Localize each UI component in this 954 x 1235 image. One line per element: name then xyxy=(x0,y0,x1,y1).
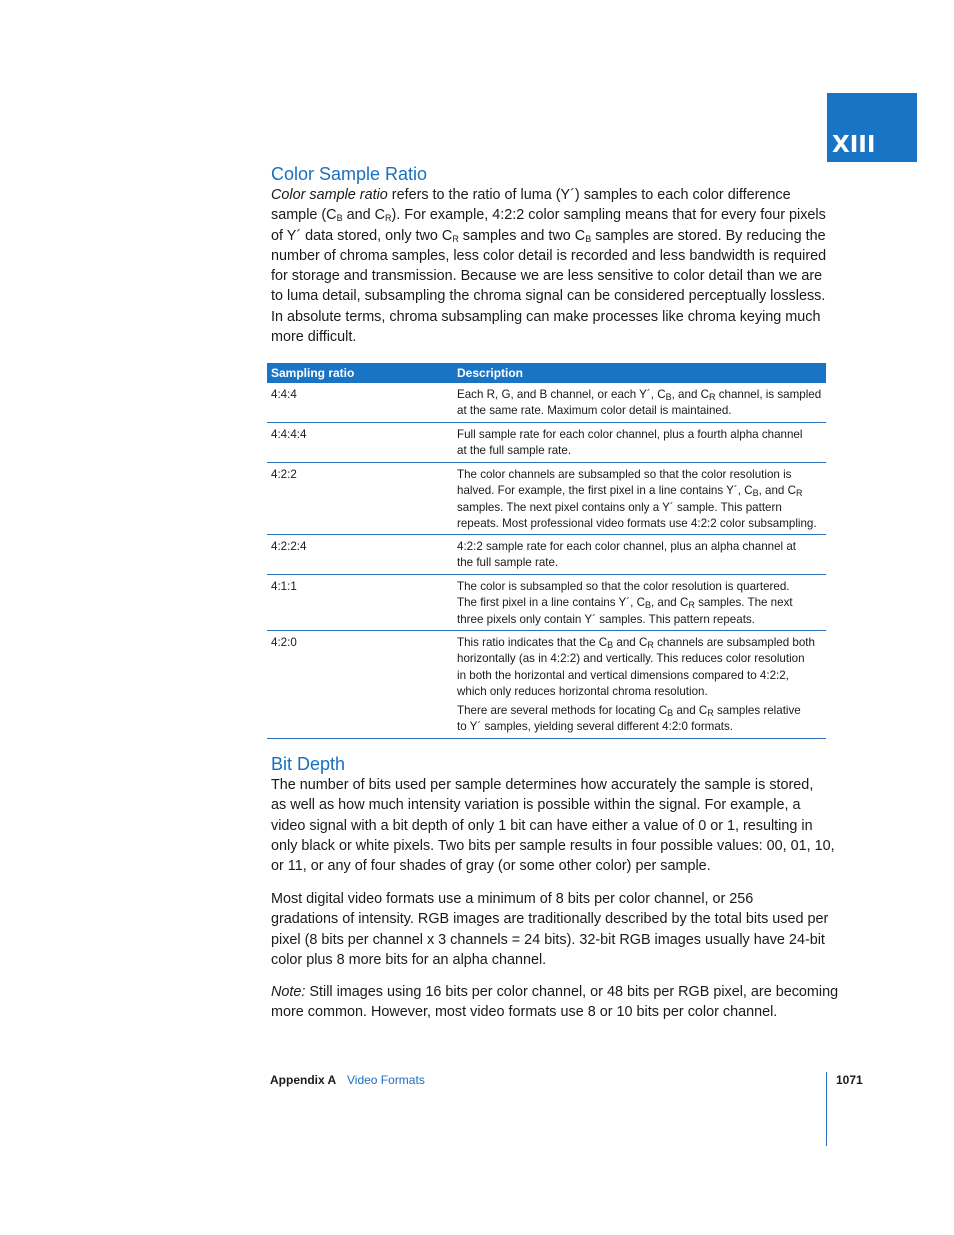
note-paragraph xyxy=(271,982,839,1023)
text-line: more difficult. xyxy=(271,329,357,346)
text-line: gradations of intensity. RGB images are traditionally described by the total bits used per xyxy=(271,911,829,928)
sampling-ratio-cell: 4:2:2 xyxy=(271,468,297,481)
table-row xyxy=(267,631,826,739)
text-line: of Y´ data stored, only two $C_R$ samples and two $C_B$ samples are stored. By reducing the xyxy=(271,227,826,244)
subscript: R xyxy=(385,213,392,224)
subscript: B xyxy=(336,213,343,224)
subscript: B xyxy=(752,488,759,499)
subscript: R xyxy=(709,392,716,402)
subscript: R xyxy=(647,640,654,650)
description-line: the full sample rate. xyxy=(457,556,559,570)
text-line: for storage and transmission. Because we are less sensitive to color detail than we are xyxy=(271,268,823,285)
text-line: as well as how much intensity variation is possible within the signal. For example, a xyxy=(271,797,801,814)
description-line: The first pixel in a line contains Y´, $C_B$, and $C_R$ samples. The next xyxy=(457,596,793,611)
page-number: 1071 xyxy=(836,1073,863,1087)
text-line: more common. However, most video formats use 8 or 10 bits per color channel. xyxy=(271,1004,778,1021)
description-cell xyxy=(454,535,826,574)
bit-depth-paragraph-1 xyxy=(271,775,835,876)
description-line: Each R, G, and B channel, or each Y´, $C_B$, and $C_R$ channel, is sampled xyxy=(457,388,822,402)
text-line: or 11, or any of four shades of gray (or some other color) per sample. xyxy=(271,858,711,875)
italic-term: Color sample ratio xyxy=(271,187,388,203)
description-line: The color is subsampled so that the color resolution is quartered. xyxy=(457,580,790,593)
description-cell xyxy=(454,631,826,738)
text-line: video signal with a bit depth of only 1 bit can have either a value of 0 or 1, resulting in xyxy=(271,817,813,834)
table-row xyxy=(267,535,826,575)
table-body xyxy=(267,383,826,739)
text-line: Note: Still images using 16 bits per color channel, or 48 bits per RGB pixel, are becoming xyxy=(271,984,839,1000)
description-line: samples. The next pixel contains only a Y´ sample. This pattern xyxy=(457,500,782,514)
table-header xyxy=(267,363,826,383)
description-line: in both the horizontal and vertical dimensions compared to 4:2:2, xyxy=(457,668,789,682)
sampling-ratio-cell: 4:1:1 xyxy=(271,580,297,593)
description-line: Full sample rate for each color channel, plus a fourth alpha channel xyxy=(457,428,803,441)
description-line: at the full sample rate. xyxy=(457,444,572,458)
description-line: which only reduces horizontal chroma resolution. xyxy=(457,684,708,698)
description-line: repeats. Most professional video formats use 4:2:2 color subsampling. xyxy=(457,516,817,530)
header-description: Description xyxy=(457,366,524,380)
description-line: at the same rate. Maximum color detail is maintained. xyxy=(457,404,732,418)
description-line: There are several methods for locating $C_B$ and $C_R$ samples relative xyxy=(457,704,801,719)
section-heading-color-sample-ratio: Color Sample Ratio xyxy=(271,164,428,184)
text-line: pixel (8 bits per channel x 3 channels = 24 bits). 32-bit RGB images usually have 24-bit xyxy=(271,931,825,948)
text-line: number of chroma samples, less color detail is recorded and less bandwidth is required xyxy=(271,247,827,264)
chapter-number: XIII xyxy=(832,132,876,158)
subscript: B xyxy=(585,233,592,244)
text-line: The number of bits used per sample determines how accurately the sample is stored, xyxy=(271,777,814,793)
table-row xyxy=(267,423,826,463)
description-line: horizontally (as in 4:2:2) and vertically. This reduces color resolution xyxy=(457,652,805,666)
text-line: Most digital video formats use a minimum of 8 bits per color channel, or 256 xyxy=(271,891,754,907)
subscript: R xyxy=(795,488,803,499)
sampling-ratio-table xyxy=(267,363,826,739)
text-line: Color sample ratio refers to the ratio of luma (Y´) samples to each color difference xyxy=(271,187,791,203)
text-line: In absolute terms, chroma subsampling can make processes like chroma keying much xyxy=(271,308,821,325)
color-sample-ratio-paragraph xyxy=(271,185,827,347)
subscript: B xyxy=(644,600,651,611)
bit-depth-paragraph-2 xyxy=(271,889,827,970)
table-row xyxy=(267,383,826,423)
text-line: sample ($C_B$ and $C_R$). For example, 4:2:2 color sampling means that for every four pixels xyxy=(271,207,826,224)
subscript: B xyxy=(665,392,672,402)
subscript: B xyxy=(667,708,674,719)
table-row xyxy=(267,575,826,631)
description-line: The color channels are subsampled so that the color resolution is xyxy=(457,468,792,481)
text-line: only black or white pixels. Two bits per sample results in four possible values: 00, 01, 10, xyxy=(271,837,835,854)
subscript: R xyxy=(707,708,714,719)
note-label: Note: xyxy=(271,984,306,1000)
description-cell xyxy=(454,575,826,630)
section-heading-bit-depth: Bit Depth xyxy=(271,754,346,774)
description-line: to Y´ samples, yielding several different 4:2:0 formats. xyxy=(457,720,734,734)
subscript: B xyxy=(607,640,614,650)
table-row xyxy=(267,463,826,535)
text-line: to luma detail, subsampling the chroma signal can be considered perceptually lossless. xyxy=(271,288,826,305)
footer-divider xyxy=(826,1072,827,1146)
description-line: This ratio indicates that the $C_B$ and $C_R$ channels are subsampled both xyxy=(457,636,815,650)
description-cell xyxy=(454,383,826,422)
header-sampling-ratio: Sampling ratio xyxy=(271,366,355,380)
footer-appendix: Appendix A xyxy=(270,1073,337,1087)
sampling-ratio-cell: 4:2:0 xyxy=(271,636,297,649)
sampling-ratio-cell: 4:4:4 xyxy=(271,388,297,401)
description-cell xyxy=(454,423,826,462)
description-line: halved. For example, the first pixel in a line contains Y´, $C_B$, and $C_R$ xyxy=(457,484,803,499)
footer-chapter-title[interactable]: Video Formats xyxy=(347,1073,425,1087)
description-line: three pixels only contain Y´ samples. This pattern repeats. xyxy=(457,612,755,626)
subscript: R xyxy=(452,233,459,244)
sampling-ratio-cell: 4:2:2:4 xyxy=(271,540,307,553)
chapter-tab xyxy=(827,93,917,162)
text-line: color plus 8 more bits for an alpha channel. xyxy=(271,951,547,968)
description-note xyxy=(457,703,826,736)
subscript: R xyxy=(688,600,695,611)
description-line: 4:2:2 sample rate for each color channel, plus an alpha channel at xyxy=(457,540,797,553)
sampling-ratio-cell: 4:4:4:4 xyxy=(271,428,307,441)
description-cell xyxy=(454,463,826,534)
